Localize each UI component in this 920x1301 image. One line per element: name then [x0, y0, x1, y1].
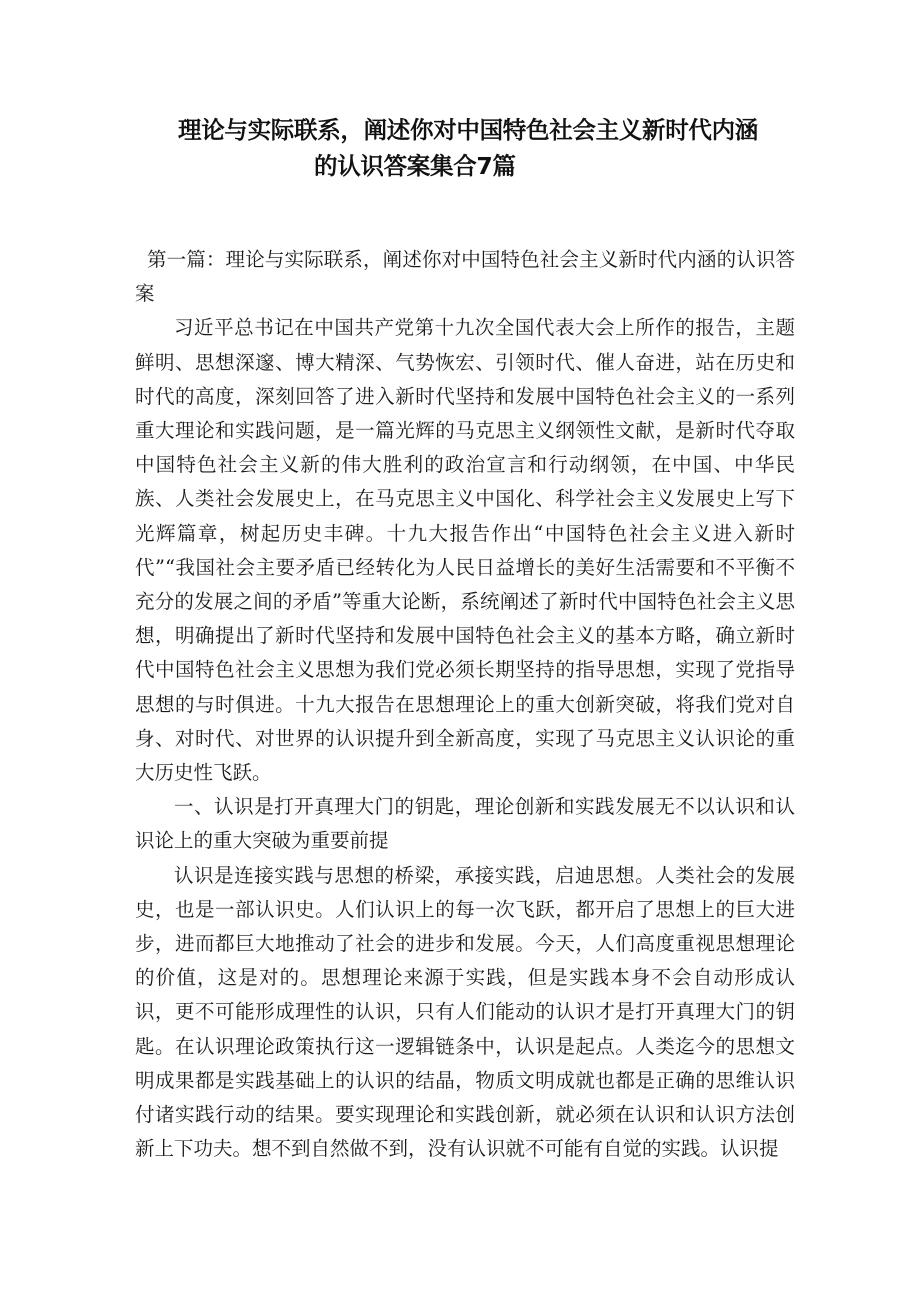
document-title-line-2: 的认识答案集合7篇 — [314, 152, 516, 180]
paragraph-1: 习近平总书记在中国共产党第十九次全国代表大会上所作的报告，主题鲜明、思想深邃、博大精深、气势恢宏、引领时代、催人奋进，站在历史和时代的高度，深刻回答了进入新时代坚持和发展中国特色社会主义的一系列重大理论和实践问题，是一篇光辉的马克思主义纲领性文献，是新时代夺取中国特色社会主义新的伟大胜利的政治宣言和行动纲领，在中国、中华民族、人类社会发展史上，在马克思主义中国化、科学社会主义发展史上写下光辉篇章，树起历史丰碑。十九大报告作出“中国特色社会主义进入新时代”“我国社会主要矛盾已经转化为人民日益增长的美好生活需要和不平衡不充分的发展之间的矛盾”等重大论断，系统阐述了新时代中国特色社会主义思想，明确提出了新时代坚持和发展中国特色社会主义的基本方略，确立新时代中国特色社会主义思想为我们党必须长期坚持的指导思想，实现了党指导思想的与时俱进。十九大报告在思想理论上的重大创新突破，将我们党对自身、对时代、对世界的认识提升到全新高度，实现了马克思主义认识论的重大历史性飞跃。 — [135, 316, 795, 785]
chapter-heading: 第一篇：理论与实际联系，阐述你对中国特色社会主义新时代内涵的认识答案 — [135, 248, 795, 306]
document-title — [178, 112, 798, 184]
document-body — [135, 243, 795, 1166]
document-title-line-1: 理论与实际联系，阐述你对中国特色社会主义新时代内涵 — [178, 116, 758, 144]
section-heading-1: 一、认识是打开真理大门的钥匙，理论创新和实践发展无不以认识和认识论上的重大突破为重要前提 — [135, 795, 795, 853]
paragraph-2: 认识是连接实践与思想的桥梁，承接实践，启迪思想。人类社会的发展史，也是一部认识史。人们认识上的每一次飞跃，都开启了思想上的巨大进步，进而都巨大地推动了社会的进步和发展。今天，人们高度重视思想理论的价值，这是对的。思想理论来源于实践，但是实践本身不会自动形成认识，更不可能形成理性的认识，只有人们能动的认识才是打开真理大门的钥匙。在认识理论政策执行这一逻辑链条中，认识是起点。人类迄今的思想文明成果都是实践基础上的认识的结晶，物质文明成就也都是正确的思维认识付诸实践行动的结果。要实现理论和实践创新，就必须在认识和认识方法创新上下功夫。想不到自然做不到，没有认识就不可能有自觉的实践。认识提 — [135, 863, 795, 1161]
